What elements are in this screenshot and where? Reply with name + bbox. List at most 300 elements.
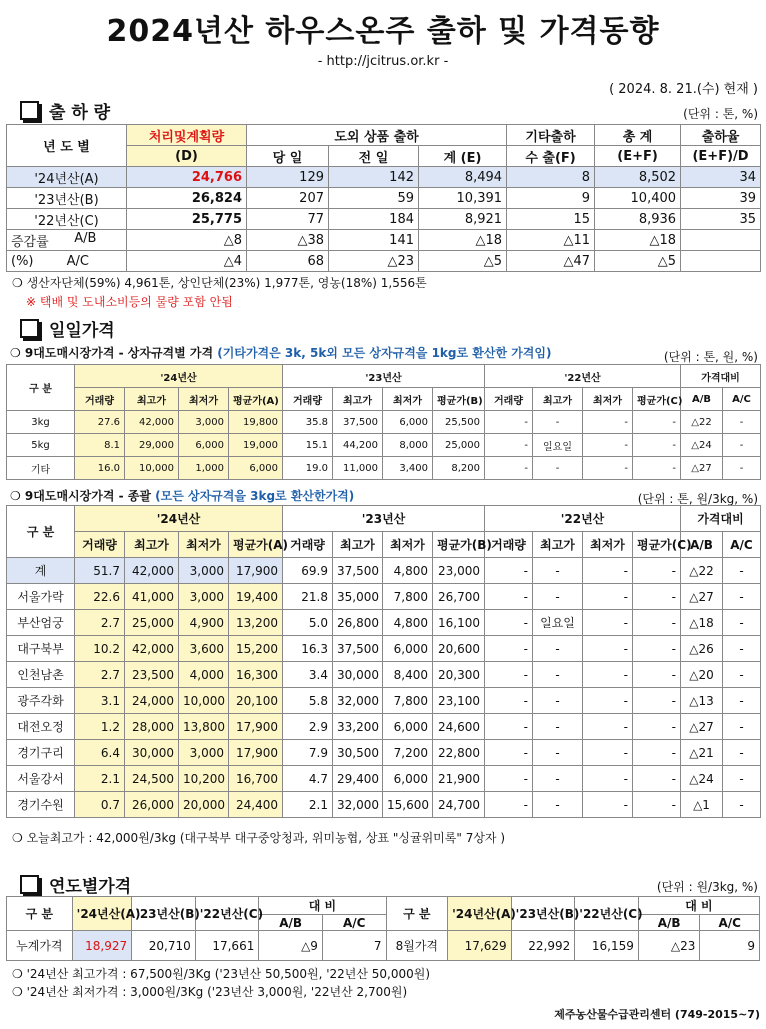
cell-y23: 8,000	[383, 434, 433, 457]
shipment-note: ❍ 생산자단체(59%) 4,961톤, 상인단체(23%) 1,977톤, 영농(18%) 1,556톤	[12, 276, 427, 290]
cell-sum: 10,391	[419, 188, 507, 209]
header-ab: A/B	[681, 532, 723, 558]
cell-y24: 6,000	[179, 434, 229, 457]
cell-ab: △13	[681, 688, 723, 714]
header-min: 최저가	[179, 532, 229, 558]
table-row	[7, 931, 760, 961]
header-qty: 거래량	[283, 532, 333, 558]
cell-y22: -	[633, 434, 681, 457]
cell-sum: 8,921	[419, 209, 507, 230]
table-row	[7, 251, 761, 272]
header-y23: '23년산(B)	[132, 897, 196, 931]
cell-ab: △21	[681, 740, 723, 766]
header-year: 년 도 별	[7, 125, 127, 167]
cell-today: 77	[247, 209, 329, 230]
cell-y22: 일요일	[533, 610, 583, 636]
cell-y24: 0.7	[75, 792, 125, 818]
cell-y24: 10.2	[75, 636, 125, 662]
cell-y23: 20,300	[433, 662, 485, 688]
section-yearly-heading	[20, 872, 131, 897]
cell-prev: 184	[329, 209, 419, 230]
cell-today: 129	[247, 167, 329, 188]
cell-total: 8,936	[595, 209, 681, 230]
header-qty: 거래량	[283, 388, 333, 411]
cell-ab: △24	[681, 434, 723, 457]
cell-y22: -	[633, 766, 681, 792]
yearly-note-max: ❍ '24년산 최고가격 : 67,500원/3Kg ('23년산 50,500원, '22년산 50,000원)	[12, 967, 431, 981]
cell-export: 9	[507, 188, 595, 209]
table-row	[7, 610, 761, 636]
cell-y22: 일요일	[533, 434, 583, 457]
header-y22: '22년산(C)	[575, 897, 639, 931]
header-qty: 거래량	[75, 388, 125, 411]
cell-plan: 24,766	[127, 167, 247, 188]
header-y23: '23년산	[283, 506, 485, 532]
cell-y24: 2.1	[75, 766, 125, 792]
cell-y22: -	[633, 714, 681, 740]
section-daily-heading	[20, 316, 115, 341]
header-gubun: 구 분	[7, 897, 73, 931]
table-header-row	[7, 365, 761, 388]
cell-ac: -	[723, 584, 761, 610]
header-min: 최저가	[179, 388, 229, 411]
cell-y24: 10,200	[179, 766, 229, 792]
cell-y22: -	[583, 792, 633, 818]
header-rate: 출하율	[681, 125, 761, 146]
unit-label: (단위 : 톤, 원/3kg, %)	[637, 492, 758, 506]
cell-ac: -	[723, 558, 761, 584]
cell-y22: -	[583, 411, 633, 434]
cell-y24: 16.0	[75, 457, 125, 480]
table-row	[7, 167, 761, 188]
cell-y22: -	[533, 688, 583, 714]
cell-y23: 3,400	[383, 457, 433, 480]
cell-ab: △1	[681, 792, 723, 818]
cell-y22: -	[533, 766, 583, 792]
daily-subheading-2: ❍ 9대도매시장가격 - 종괄 (모든 상자규격을 3kg로 환산한가격)	[10, 489, 355, 503]
table-row	[7, 457, 761, 480]
cell-y22: -	[583, 636, 633, 662]
header-min: 최저가	[383, 388, 433, 411]
cell-y24: 3.1	[75, 688, 125, 714]
cell-y23: 15.1	[283, 434, 333, 457]
cell-y24: 24,500	[125, 766, 179, 792]
header-ac: A/C	[723, 532, 761, 558]
cell-y22: -	[485, 740, 533, 766]
cell-y23: 7,800	[383, 688, 433, 714]
cell-y24: 2.7	[75, 610, 125, 636]
cell-y23: 11,000	[333, 457, 383, 480]
cell-y24: 13,200	[229, 610, 283, 636]
header-avg: 평균가(A)	[229, 388, 283, 411]
checkbox-square-icon	[20, 101, 39, 120]
table-header-row	[7, 125, 761, 146]
header-gubun: 구 분	[7, 506, 75, 558]
footer-source: 제주농산물수급관리센터 (749-2015~7)	[554, 1008, 760, 1021]
cell-ab: △22	[681, 411, 723, 434]
cell-y23: 22,800	[433, 740, 485, 766]
header-avg: 평균가(C)	[633, 532, 681, 558]
cell-ac: -	[723, 457, 761, 480]
table-row	[7, 766, 761, 792]
cell-y23: 30,000	[333, 662, 383, 688]
cell-y24: 51.7	[75, 558, 125, 584]
report-date: ( 2024. 8. 21.(수) 현재 )	[609, 82, 758, 97]
cell-y23: 69.9	[283, 558, 333, 584]
cell-y22: -	[485, 457, 533, 480]
cell-y22: -	[485, 434, 533, 457]
header-max: 최고가	[533, 532, 583, 558]
cell-y23: 35,000	[333, 584, 383, 610]
cell-ac: -	[723, 662, 761, 688]
cell-y22: -	[485, 792, 533, 818]
cell-y23: 16,100	[433, 610, 485, 636]
row-label: 광주각화	[7, 688, 75, 714]
cell-ab: △18	[681, 610, 723, 636]
row-label: 부산엄궁	[7, 610, 75, 636]
row-label: '22년산(C)	[7, 209, 127, 230]
cell-today: 68	[247, 251, 329, 272]
header-avg: 평균가(C)	[633, 388, 681, 411]
cell-y24: 4,900	[179, 610, 229, 636]
cell-y23: 5.8	[283, 688, 333, 714]
cell-y23: 6,000	[383, 766, 433, 792]
cell-y22: -	[583, 766, 633, 792]
cell-y23: 4,800	[383, 558, 433, 584]
cell-y24: 3,000	[179, 558, 229, 584]
cell-y24: 24,400	[229, 792, 283, 818]
header-prev: 전 일	[329, 146, 419, 167]
header-y24: '24년산	[75, 365, 283, 388]
cell-y22: 16,159	[575, 931, 639, 961]
table-row	[7, 740, 761, 766]
header-export: 수 출(F)	[507, 146, 595, 167]
section-title: 출 하 량	[49, 103, 111, 123]
cell-y22: -	[485, 662, 533, 688]
cell-plan: 25,775	[127, 209, 247, 230]
cell-y23: 5.0	[283, 610, 333, 636]
cell-y22: -	[533, 662, 583, 688]
cell-y24: 17,900	[229, 740, 283, 766]
cell-y24: 25,000	[125, 610, 179, 636]
cell-ac: -	[723, 434, 761, 457]
table-row	[7, 209, 761, 230]
cell-y23: 6,000	[383, 636, 433, 662]
header-avg: 평균가(B)	[433, 388, 485, 411]
cell-total: 10,400	[595, 188, 681, 209]
site-url: - http://jcitrus.or.kr -	[317, 54, 449, 69]
cell-y24: 19,400	[229, 584, 283, 610]
header-qty: 거래량	[485, 532, 533, 558]
cell-ac: -	[723, 411, 761, 434]
cell-sum: 8,494	[419, 167, 507, 188]
cell-y23: 4.7	[283, 766, 333, 792]
cell-y22: -	[485, 558, 533, 584]
table-header-row	[7, 388, 761, 411]
cell-y23: 25,000	[433, 434, 485, 457]
cell-rate: 35	[681, 209, 761, 230]
checkbox-square-icon	[20, 319, 39, 338]
cell-y22: -	[583, 662, 633, 688]
cell-y23: 23,000	[433, 558, 485, 584]
cell-y23: 29,400	[333, 766, 383, 792]
cell-plan: △4	[127, 251, 247, 272]
cell-ab: △24	[681, 766, 723, 792]
cell-y22: -	[485, 714, 533, 740]
cell-y24: 17,900	[229, 714, 283, 740]
table-header-row	[7, 532, 761, 558]
table-row	[7, 688, 761, 714]
cell-sum: △18	[419, 230, 507, 251]
cell-y22: -	[533, 636, 583, 662]
cell-y24: 6.4	[75, 740, 125, 766]
cell-today: 207	[247, 188, 329, 209]
cell-y23: 35.8	[283, 411, 333, 434]
table-row	[7, 662, 761, 688]
cell-y24: 30,000	[125, 740, 179, 766]
cell-y23: 30,500	[333, 740, 383, 766]
header-gubun: 구 분	[386, 897, 448, 931]
cell-y22: -	[485, 688, 533, 714]
cell-ab: △23	[638, 931, 700, 961]
row-label: 기타	[7, 457, 75, 480]
row-label: 5kg	[7, 434, 75, 457]
row-label: 누계가격	[7, 931, 73, 961]
cell-y23: 26,800	[333, 610, 383, 636]
cell-y24: 17,629	[448, 931, 512, 961]
cell-y23: 8,400	[383, 662, 433, 688]
cell-y22: -	[633, 740, 681, 766]
table-row	[7, 434, 761, 457]
cell-y23: 3.4	[283, 662, 333, 688]
cell-y23: 44,200	[333, 434, 383, 457]
table-row	[7, 714, 761, 740]
cell-y24: 42,000	[125, 636, 179, 662]
cell-ac: -	[723, 766, 761, 792]
header-min: 최저가	[383, 532, 433, 558]
cell-y23: 24,700	[433, 792, 485, 818]
cell-y23: 33,200	[333, 714, 383, 740]
row-label: '24년산(A)	[7, 167, 127, 188]
cell-y23: 32,000	[333, 792, 383, 818]
cell-ab: △27	[681, 714, 723, 740]
cell-y22: -	[583, 434, 633, 457]
header-plan: 처리및계획량	[127, 125, 247, 146]
cell-y23: 32,000	[333, 688, 383, 714]
cell-y23: 25,500	[433, 411, 485, 434]
row-label: 경기구리	[7, 740, 75, 766]
cell-y24: 3,000	[179, 740, 229, 766]
cell-ac: -	[723, 688, 761, 714]
cell-y24: 27.6	[75, 411, 125, 434]
cell-y22: -	[633, 457, 681, 480]
cell-y24: 3,600	[179, 636, 229, 662]
cell-y23: 16.3	[283, 636, 333, 662]
cell-y24: 1,000	[179, 457, 229, 480]
row-label: 계	[7, 558, 75, 584]
row-label: 인천남촌	[7, 662, 75, 688]
row-label: 대전오정	[7, 714, 75, 740]
cell-y22: -	[583, 714, 633, 740]
section-title: 연도별가격	[49, 877, 132, 897]
header-y22: '22년산	[485, 506, 681, 532]
header-etc: 기타출하	[507, 125, 595, 146]
header-max: 최고가	[333, 532, 383, 558]
cell-y24: 22.6	[75, 584, 125, 610]
cell-prev: △23	[329, 251, 419, 272]
cell-y23: 6,000	[383, 411, 433, 434]
cell-y23: 8,200	[433, 457, 485, 480]
cell-y23: 37,500	[333, 636, 383, 662]
cell-export: △47	[507, 251, 595, 272]
header-compare: 가격대비	[681, 506, 761, 532]
cell-plan: △8	[127, 230, 247, 251]
section-title: 일일가격	[49, 321, 115, 341]
cell-y23: 26,700	[433, 584, 485, 610]
table-row	[7, 636, 761, 662]
cell-y24: 3,000	[179, 584, 229, 610]
cell-prev: 141	[329, 230, 419, 251]
table-row	[7, 584, 761, 610]
row-label: 서울가락	[7, 584, 75, 610]
cell-y24: 17,900	[229, 558, 283, 584]
unit-label: (단위 : 톤, 원, %)	[663, 350, 758, 364]
cell-y23: 7.9	[283, 740, 333, 766]
row-label: 경기수원	[7, 792, 75, 818]
cell-y22: -	[533, 558, 583, 584]
cell-export: 15	[507, 209, 595, 230]
cell-y24: 13,800	[179, 714, 229, 740]
cell-y23: 15,600	[383, 792, 433, 818]
cell-y22: -	[533, 584, 583, 610]
cell-ab: △27	[681, 584, 723, 610]
cell-ac: -	[723, 740, 761, 766]
cell-y22: -	[633, 688, 681, 714]
cell-ac: 9	[700, 931, 760, 961]
header-y23: '23년산	[283, 365, 485, 388]
header-rate-sub: (E+F)/D	[681, 146, 761, 167]
header-y22: '22년산(C)	[195, 897, 259, 931]
cell-y23: 7,200	[383, 740, 433, 766]
cell-y22: -	[485, 636, 533, 662]
header-sum: 계 (E)	[419, 146, 507, 167]
header-compare: 대 비	[638, 897, 759, 915]
cell-rate	[681, 230, 761, 251]
cell-y22: -	[485, 411, 533, 434]
cell-y23: 4,800	[383, 610, 433, 636]
cell-y23: 21.8	[283, 584, 333, 610]
cell-ab: △26	[681, 636, 723, 662]
cell-y23: 20,710	[132, 931, 196, 961]
unit-label: (단위 : 톤, %)	[683, 107, 758, 121]
cell-ab: △20	[681, 662, 723, 688]
yearly-note-min: ❍ '24년산 최저가격 : 3,000원/3Kg ('23년산 3,000원, '22년산 2,700원)	[12, 985, 408, 999]
box-size-price-table	[6, 364, 761, 480]
cell-ac: -	[723, 714, 761, 740]
cell-y23: 37,500	[333, 411, 383, 434]
cell-y24: 10,000	[179, 688, 229, 714]
unit-label: (단위 : 원/3kg, %)	[656, 880, 758, 894]
cell-y23: 23,100	[433, 688, 485, 714]
header-plan-sub: (D)	[127, 146, 247, 167]
cell-export: 8	[507, 167, 595, 188]
cell-y22: -	[583, 740, 633, 766]
row-label: (%) A/C	[7, 251, 127, 272]
cell-y24: 4,000	[179, 662, 229, 688]
cell-y23: 19.0	[283, 457, 333, 480]
section-shipment-heading	[20, 98, 110, 123]
header-total: 총 계	[595, 125, 681, 146]
header-ab: A/B	[681, 388, 723, 411]
cell-y22: -	[633, 584, 681, 610]
header-ac: A/C	[723, 388, 761, 411]
cell-y22: -	[533, 792, 583, 818]
cell-total: △18	[595, 230, 681, 251]
cell-y23: 21,900	[433, 766, 485, 792]
cell-y22: -	[583, 688, 633, 714]
cell-y22: -	[633, 558, 681, 584]
header-gubun: 구 분	[7, 365, 75, 411]
cell-y24: 15,200	[229, 636, 283, 662]
cell-y24: 3,000	[179, 411, 229, 434]
cell-y24: 19,000	[229, 434, 283, 457]
cell-y23: 2.1	[283, 792, 333, 818]
cell-y22: -	[485, 610, 533, 636]
cell-y22: -	[633, 411, 681, 434]
header-ac: A/C	[322, 915, 386, 931]
cell-y23: 2.9	[283, 714, 333, 740]
cell-y24: 8.1	[75, 434, 125, 457]
cell-y22: -	[533, 457, 583, 480]
header-y24: '24년산(A)	[448, 897, 512, 931]
cell-y22: -	[633, 792, 681, 818]
cell-y24: 41,000	[125, 584, 179, 610]
header-ab: A/B	[638, 915, 700, 931]
cell-ab: △9	[259, 931, 323, 961]
cell-y23: 20,600	[433, 636, 485, 662]
cell-ab: △22	[681, 558, 723, 584]
cell-y24: 20,100	[229, 688, 283, 714]
cell-y24: 1.2	[75, 714, 125, 740]
table-row	[7, 230, 761, 251]
cell-y22: -	[583, 584, 633, 610]
header-max: 최고가	[125, 532, 179, 558]
cell-prev: 142	[329, 167, 419, 188]
cell-y24: 19,800	[229, 411, 283, 434]
cell-y23: 24,600	[433, 714, 485, 740]
cell-y23: 22,992	[511, 931, 575, 961]
cell-total: 8,502	[595, 167, 681, 188]
cell-today: △38	[247, 230, 329, 251]
table-header-row	[7, 897, 760, 915]
header-today: 당 일	[247, 146, 329, 167]
row-label: 서울강서	[7, 766, 75, 792]
row-label: 증감률 A/B	[7, 230, 127, 251]
cell-prev: 59	[329, 188, 419, 209]
header-qty: 거래량	[75, 532, 125, 558]
table-row	[7, 188, 761, 209]
row-label: 3kg	[7, 411, 75, 434]
cell-y22: -	[633, 636, 681, 662]
cell-y24: 26,000	[125, 792, 179, 818]
cell-y24: 24,000	[125, 688, 179, 714]
cell-rate: 34	[681, 167, 761, 188]
cell-plan: 26,824	[127, 188, 247, 209]
row-label: 8월가격	[386, 931, 448, 961]
cell-y24: 2.7	[75, 662, 125, 688]
header-avg: 평균가(A)	[229, 532, 283, 558]
row-label: '23년산(B)	[7, 188, 127, 209]
